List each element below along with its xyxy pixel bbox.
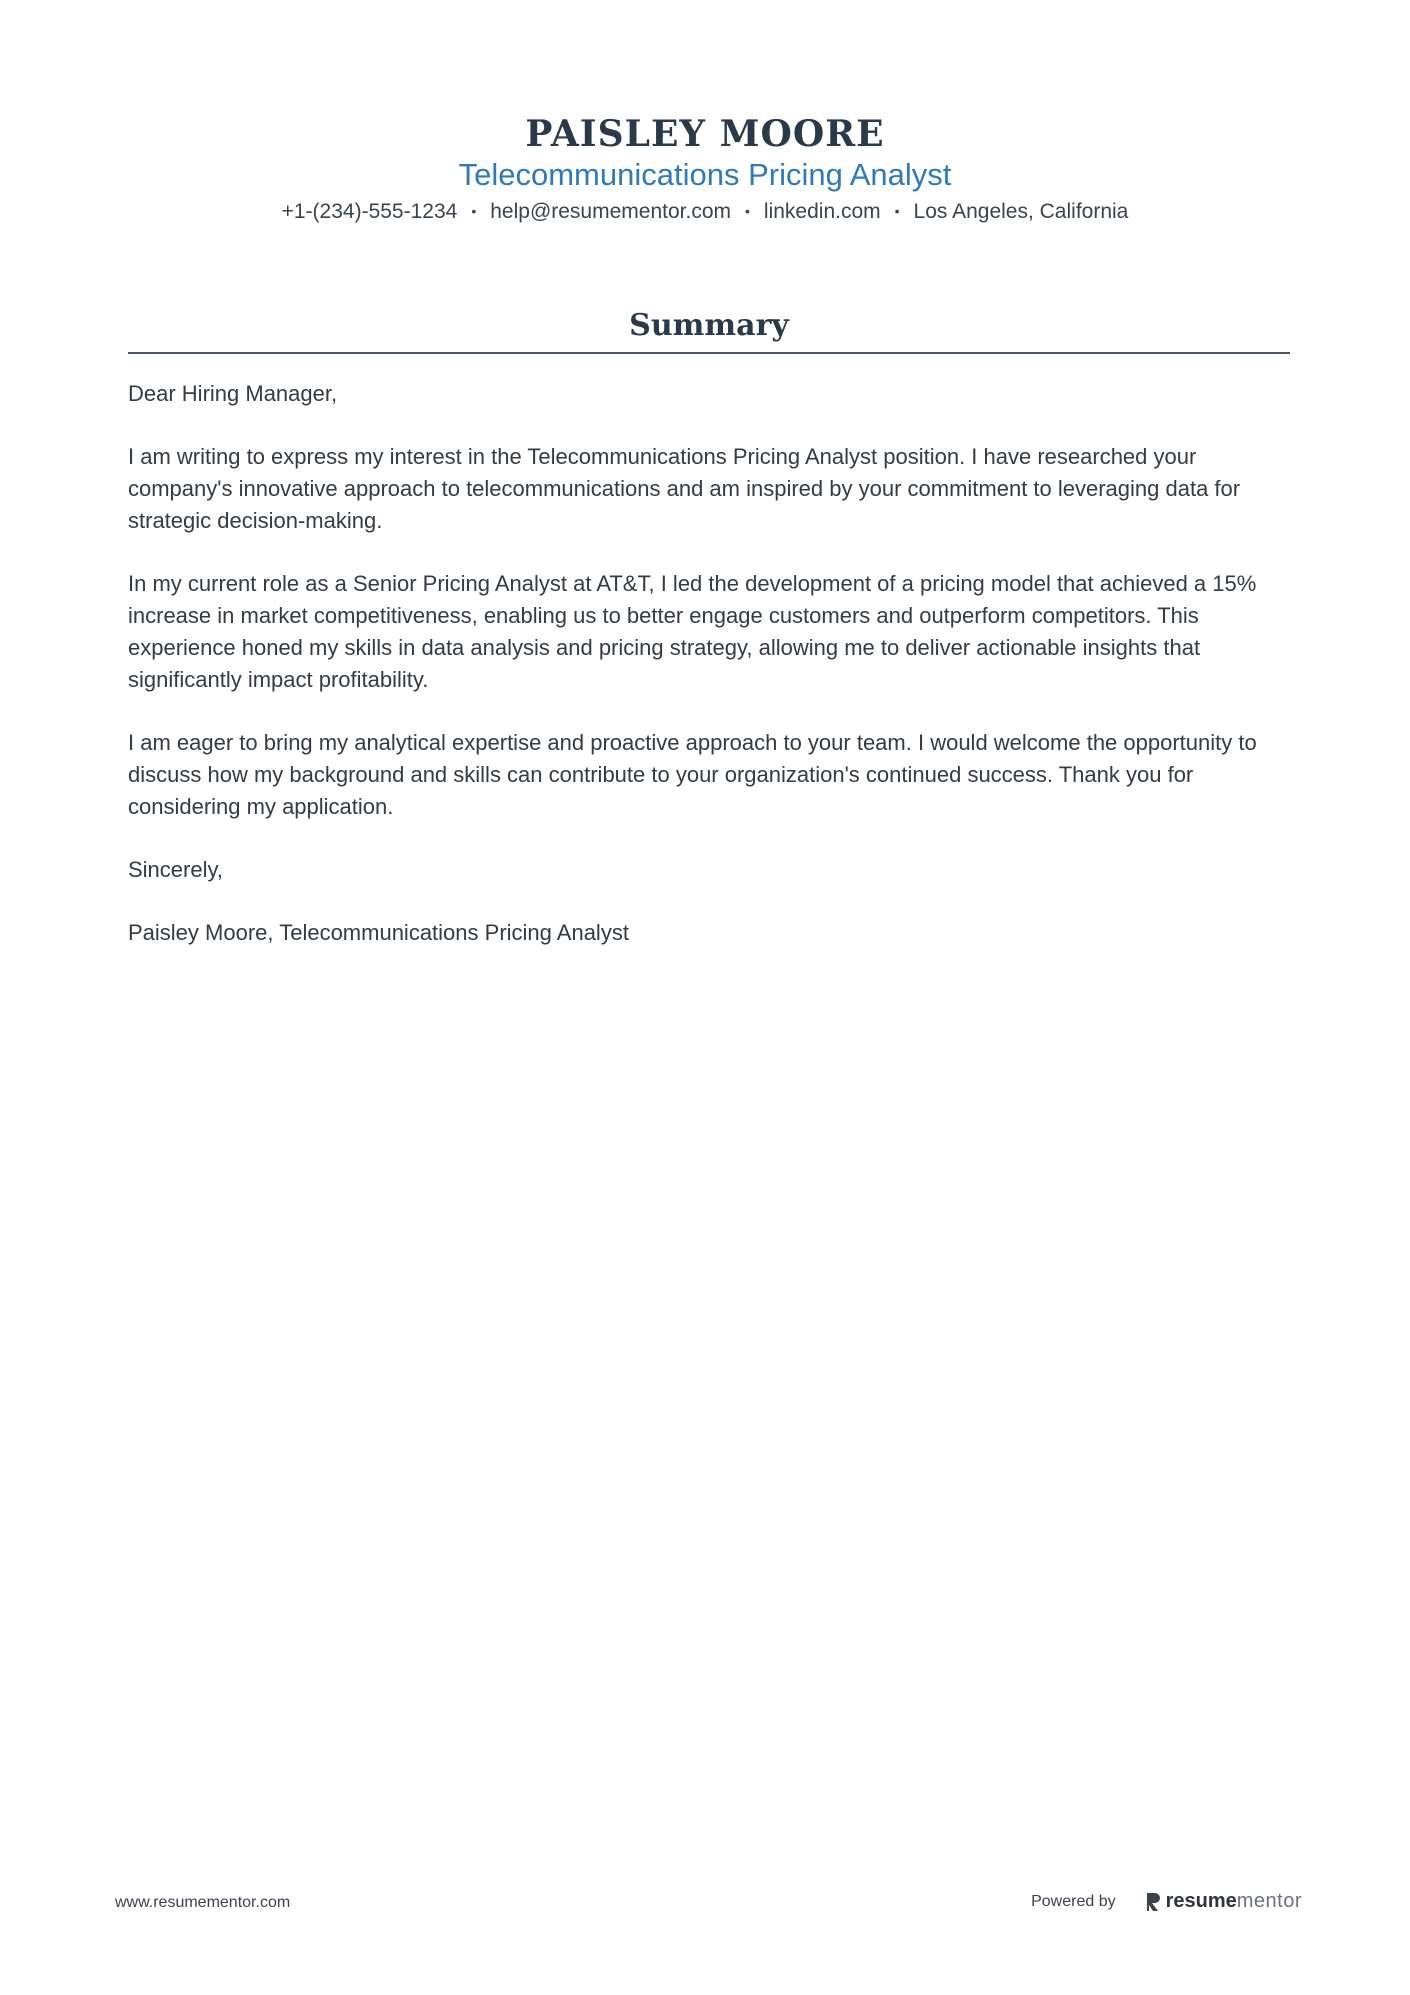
brand-name-part2: mentor — [1236, 1890, 1302, 1912]
contact-linkedin[interactable]: linkedin.com — [763, 200, 881, 223]
bullet-separator: • — [894, 203, 900, 219]
letter-paragraph-3: I am eager to bring my analytical expertise and proactive approach to your team. I would welcome the opportunity to discuss how my background and skills can contribute to your organization's continued success. Thank you for considering my application. — [128, 730, 1257, 819]
section-title: Summary — [128, 306, 1290, 354]
powered-by-label: Powered by — [1031, 1892, 1116, 1910]
contact-line — [0, 196, 1410, 227]
header — [0, 112, 1410, 227]
brand-logo[interactable] — [1146, 1890, 1302, 1913]
bullet-separator: • — [471, 203, 477, 219]
summary-section — [128, 306, 1290, 980]
contact-location: Los Angeles, California — [913, 200, 1129, 223]
resumementor-logo-icon — [1146, 1892, 1161, 1912]
contact-email[interactable]: help@resumementor.com — [490, 200, 731, 223]
brand-name-part1: resume — [1165, 1890, 1237, 1912]
footer-branding — [1031, 1890, 1302, 1913]
letter-signature: Paisley Moore, Telecommunications Pricing Analyst — [128, 920, 629, 945]
letter-body — [128, 378, 1290, 949]
letter-paragraph-1: I am writing to express my interest in the Telecommunications Pricing Analyst position. I have researched your company's innovative approach to telecommunications and am inspired by your commitment to leveraging data for strategic decision-making. — [128, 444, 1241, 533]
footer-website[interactable]: www.resumementor.com — [115, 1894, 291, 1911]
bullet-separator: • — [745, 203, 750, 219]
contact-phone: +1-(234)-555-1234 — [281, 200, 458, 223]
candidate-title: Telecommunications Pricing Analyst — [458, 157, 952, 192]
letter-closing: Sincerely, — [128, 857, 223, 882]
candidate-name: PAISLEY MOORE — [525, 113, 885, 155]
letter-paragraph-2: In my current role as a Senior Pricing Analyst at AT&T, I led the development of a pricing model that achieved a 15% increase in market competitiveness, enabling us to better engage customers and outperform competitors. This experience honed my skills in data analysis and pricing strategy, allowing me to deliver actionable insights that significantly impact profitability. — [128, 571, 1257, 692]
letter-greeting: Dear Hiring Manager, — [128, 381, 338, 406]
